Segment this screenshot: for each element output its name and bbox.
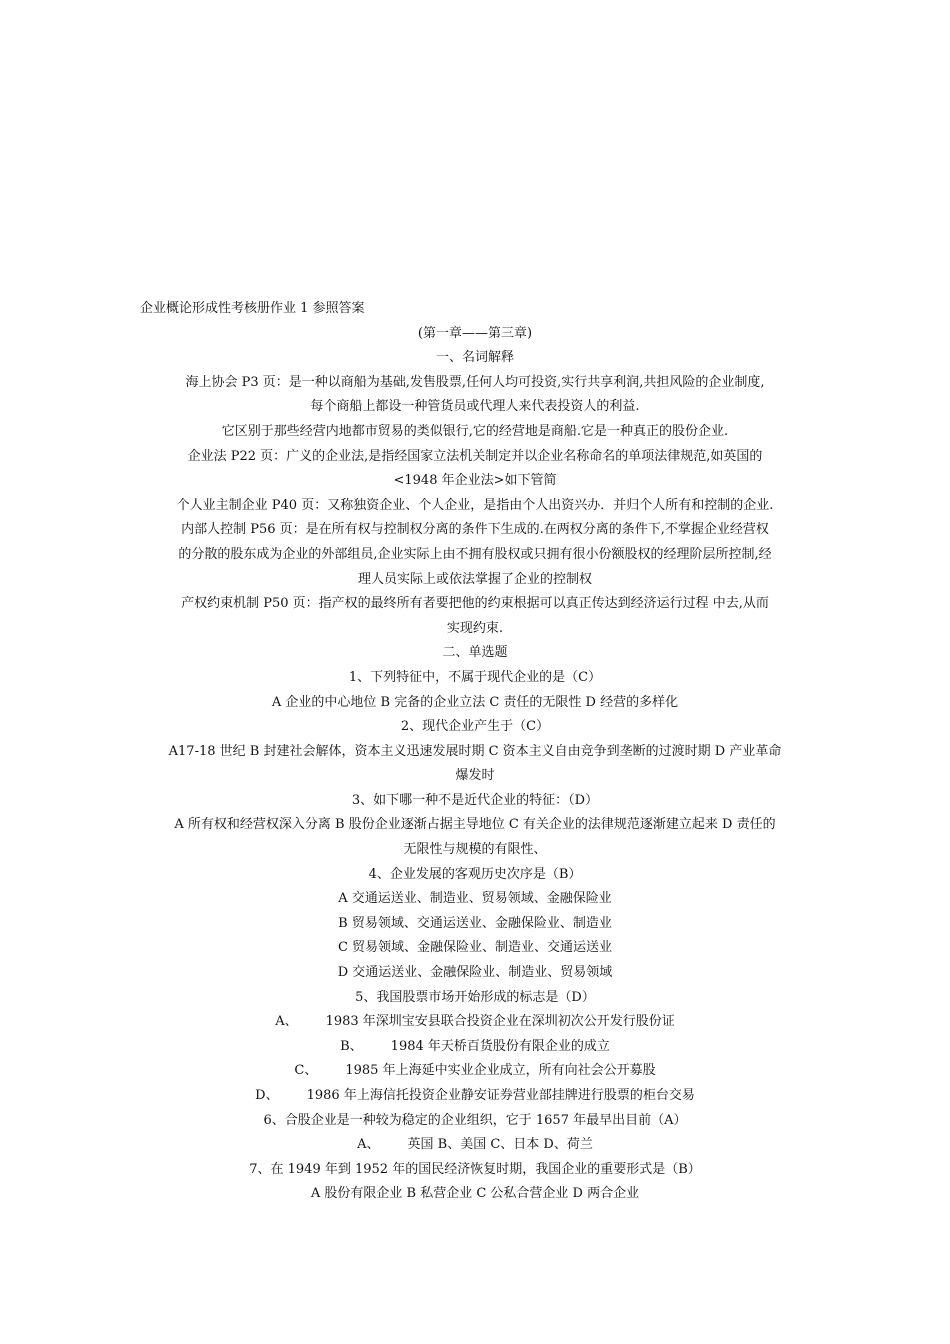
question-6-options bbox=[140, 1133, 810, 1158]
term-2-line-1: 企业法 P22 页：广义的企业法,是指经国家立法机关制定并以企业名称命名的单项法律规范,如英国的 bbox=[187, 448, 763, 464]
question-4-option-d: D 交通运送业、金融保险业、制造业、贸易领域 bbox=[337, 965, 613, 981]
document-title: 企业概论形成性考核册作业 1 参照答案 bbox=[140, 301, 365, 316]
option-text: 1984 年天桥百货股份有限企业的成立 bbox=[390, 1038, 610, 1054]
question-5-stem: 5、我国股票市场开始形成的标志是（D） bbox=[355, 989, 595, 1005]
option-key: A、 bbox=[275, 1014, 298, 1030]
term-4-line-1: 内部人控制 P56 页：是在所有权与控制权分离的条件下生成的.在两权分离的条件下,不掌握企业经营权 bbox=[181, 522, 769, 538]
option-text: 1983 年深圳宝安县联合投资企业在深圳初次公开发行股份证 bbox=[325, 1014, 675, 1030]
term-4-line-3: 理人员实际上或依法掌握了企业的控制权 bbox=[357, 571, 592, 587]
question-2-stem: 2、现代企业产生于（C） bbox=[400, 719, 550, 735]
option-text: 1986 年上海信托投资企业静安证券营业部挂牌进行股票的柜台交易 bbox=[306, 1088, 695, 1103]
question-6-stem: 6、合股企业是一种较为稳定的企业组织，它于 1657 年最早出目前（A） bbox=[263, 1112, 687, 1128]
question-4-option-a: A 交通运送业、制造业、贸易领域、金融保险业 bbox=[338, 891, 612, 907]
question-5-option-b bbox=[140, 1035, 810, 1060]
term-1-line-2: 每个商船上都设一种管货员或代理人来代表投资人的利益. bbox=[310, 399, 640, 415]
option-key: B、 bbox=[340, 1038, 363, 1054]
option-text: 英国 B、美国 C、日本 D、荷兰 bbox=[407, 1137, 593, 1153]
question-3-stem: 3、如下哪一种不是近代企业的特征：（D） bbox=[351, 792, 599, 808]
document-page bbox=[140, 297, 810, 1207]
question-4-option-b: B 贸易领域、交通运送业、金融保险业、制造业 bbox=[338, 915, 612, 931]
section-heading-terms: 一、名词解释 bbox=[435, 350, 514, 366]
question-3-options-line-1: A 所有权和经营权深入分离 B 股份企业逐渐占据主导地位 C 有关企业的法律规范逐渐建立起来 D 责任的 bbox=[174, 817, 776, 833]
question-4-option-c: C 贸易领域、金融保险业、制造业、交通运送业 bbox=[337, 940, 613, 956]
question-1-stem: 1、下列特征中，不属于现代企业的是（C） bbox=[348, 669, 602, 685]
option-text: 1985 年上海延中实业企业成立，所有向社会公开募股 bbox=[345, 1063, 656, 1079]
question-7-stem: 7、在 1949 年到 1952 年的国民经济恢复时期，我国企业的重要形式是（B） bbox=[249, 1161, 701, 1177]
question-5-option-c bbox=[140, 1059, 810, 1084]
option-key: A、 bbox=[357, 1137, 380, 1153]
term-4-line-2: 的分散的股东成为企业的外部组员,企业实际上由不拥有股权或只拥有很小份额股权的经理阶层所控制,经 bbox=[178, 546, 772, 562]
question-2-options-line-2: 爆发时 bbox=[455, 768, 495, 784]
term-5-line-1: 产权约束机制 P50 页：指产权的最终所有者要把他的约束根据可以真正传达到经济运行过程 中去,从而 bbox=[181, 596, 769, 612]
term-3-line-1: 个人业主制企业 P40 页：又称独资企业、个人企业，是指由个人出资兴办．并归个人所有和控制的企业. bbox=[176, 497, 774, 513]
term-1-line-1: 海上协会 P3 页：是一种以商船为基础,发售股票,任何人均可投资,实行共享利润,共担风险的企业制度, bbox=[185, 374, 765, 390]
question-5-option-a bbox=[140, 1010, 810, 1035]
question-3-options-line-2: 无限性与规模的有限性、 bbox=[403, 842, 547, 858]
option-key: C、 bbox=[294, 1063, 318, 1079]
question-4-stem: 4、企业发展的客观历史次序是（B） bbox=[368, 866, 582, 882]
section-heading-single-choice: 二、单选题 bbox=[442, 645, 508, 661]
term-1-line-3: 它区别于那些经营内地都市贸易的类似银行,它的经营地是商船.它是一种真正的股份企业. bbox=[221, 423, 729, 439]
question-7-options: A 股份有限企业 B 私营企业 C 公私合营企业 D 两合企业 bbox=[310, 1186, 640, 1202]
question-1-options: A 企业的中心地位 B 完备的企业立法 C 责任的无限性 D 经营的多样化 bbox=[271, 694, 679, 710]
question-2-options-line-1: A17-18 世纪 B 封建社会解体，资本主义迅速发展时期 C 资本主义自由竞争到垄断的过渡时期 D 产业革命 bbox=[168, 743, 782, 759]
question-5-option-d bbox=[140, 1084, 810, 1109]
term-5-line-2: 实现约束. bbox=[446, 620, 504, 636]
term-2-line-2: <1948 年企业法>如下管简 bbox=[393, 473, 557, 489]
chapter-range: (第一章——第三章) bbox=[417, 325, 533, 341]
option-key: D、 bbox=[255, 1088, 279, 1103]
